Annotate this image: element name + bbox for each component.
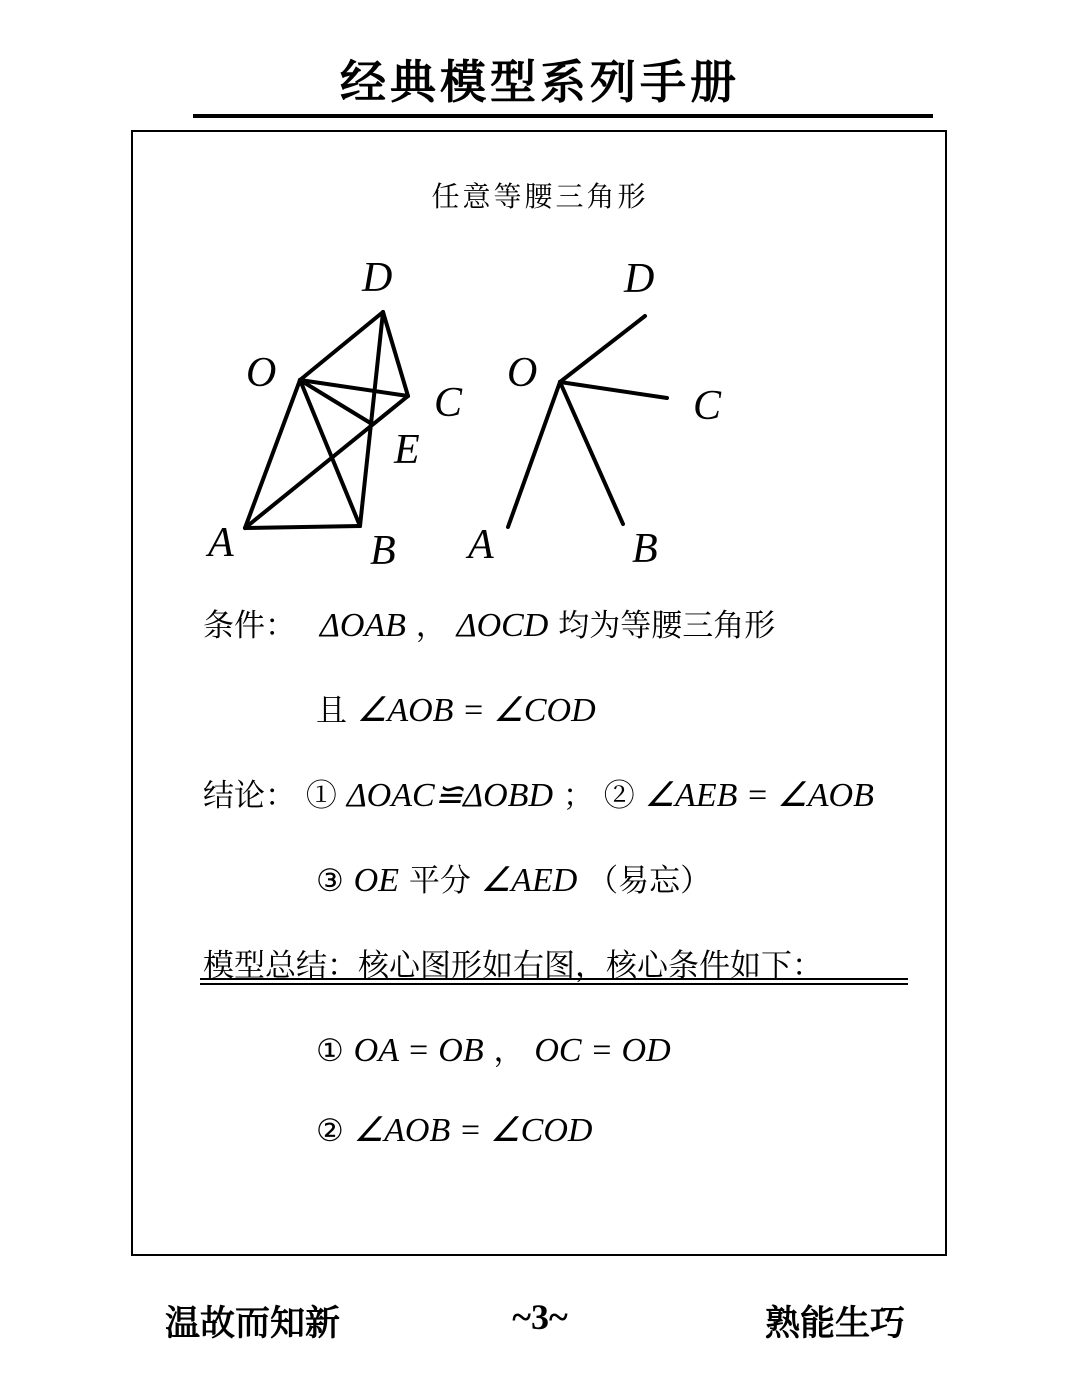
conclusion-3-verb: 平分	[408, 863, 471, 899]
ray-OD	[560, 316, 645, 382]
conclusion-1-mark: ①	[305, 778, 337, 814]
ray-OB	[560, 382, 623, 524]
footer-motto-left: 温故而知新	[165, 1303, 341, 1344]
figure-left	[245, 312, 408, 528]
label-right-C: C	[693, 383, 722, 429]
label-left-O: O	[246, 350, 277, 396]
conclusion-separator: ；	[562, 778, 594, 814]
condition-line-2	[316, 685, 596, 730]
condition-text: 均为等腰三角形	[558, 608, 776, 644]
conclusion-line-1	[203, 770, 874, 815]
summary-item-2-mark: ②	[316, 1113, 344, 1149]
label-right-D: D	[624, 256, 655, 302]
summary-item-1-mark: ①	[316, 1033, 344, 1069]
label-left-E: E	[394, 427, 420, 473]
conclusion-3-angle: ∠AED	[480, 862, 578, 899]
condition-separator: ，	[415, 608, 447, 644]
condition-angle-equality: ∠AOB = ∠COD	[356, 692, 596, 729]
conclusion-2-text: ∠AEB = ∠AOB	[644, 777, 874, 814]
figure-right	[508, 316, 667, 527]
section-title: 任意等腰三角形	[431, 180, 649, 213]
label-left-C: C	[434, 380, 463, 426]
condition-line-1	[203, 600, 775, 645]
summary-underline-bottom	[200, 983, 908, 985]
conclusion-3-note: （易忘）	[587, 863, 712, 899]
label-left-B: B	[370, 528, 396, 574]
conclusion-line-2	[316, 855, 711, 900]
footer-motto-right: 熟能生巧	[765, 1303, 906, 1344]
summary-item-2-text: ∠AOB = ∠COD	[353, 1112, 593, 1149]
handbook-title: 经典模型系列手册	[340, 55, 740, 109]
ray-OA	[508, 382, 560, 527]
conclusion-3-mark: ③	[316, 863, 344, 899]
label-left-A: A	[208, 520, 234, 566]
summary-item-1	[316, 1025, 671, 1070]
geometry-figures	[0, 0, 1080, 600]
summary-item-1-eq-b: OC = OD	[534, 1032, 671, 1069]
summary-item-2	[316, 1110, 592, 1150]
segment-OB	[300, 380, 360, 526]
summary-item-1-eq-a: OA = OB	[353, 1032, 484, 1069]
conclusion-2-mark: ②	[603, 778, 635, 814]
condition-and-label: 且	[316, 693, 347, 729]
summary-item-1-separator: ，	[493, 1033, 525, 1069]
triangle-OAB: ΔOAB	[319, 607, 406, 644]
label-right-B: B	[632, 526, 658, 572]
ray-OC	[560, 382, 667, 398]
page-number: ~3~	[512, 1297, 568, 1337]
triangle-OCD: ΔOCD	[456, 607, 549, 644]
condition-label: 条件：	[203, 608, 296, 644]
label-right-O: O	[507, 350, 538, 396]
segment-OD	[300, 312, 383, 380]
summary-underline-top	[200, 978, 908, 980]
conclusion-3-segment: OE	[353, 862, 399, 899]
segment-AB	[245, 526, 360, 528]
conclusion-label: 结论：	[203, 778, 296, 814]
summary-heading: 模型总结：核心图形如右图，核心条件如下：	[203, 948, 823, 984]
conclusion-1-text: ΔOAC≌ΔOBD	[346, 777, 553, 814]
segment-DC	[383, 312, 408, 396]
label-right-A: A	[468, 522, 494, 568]
label-left-D: D	[362, 255, 393, 301]
